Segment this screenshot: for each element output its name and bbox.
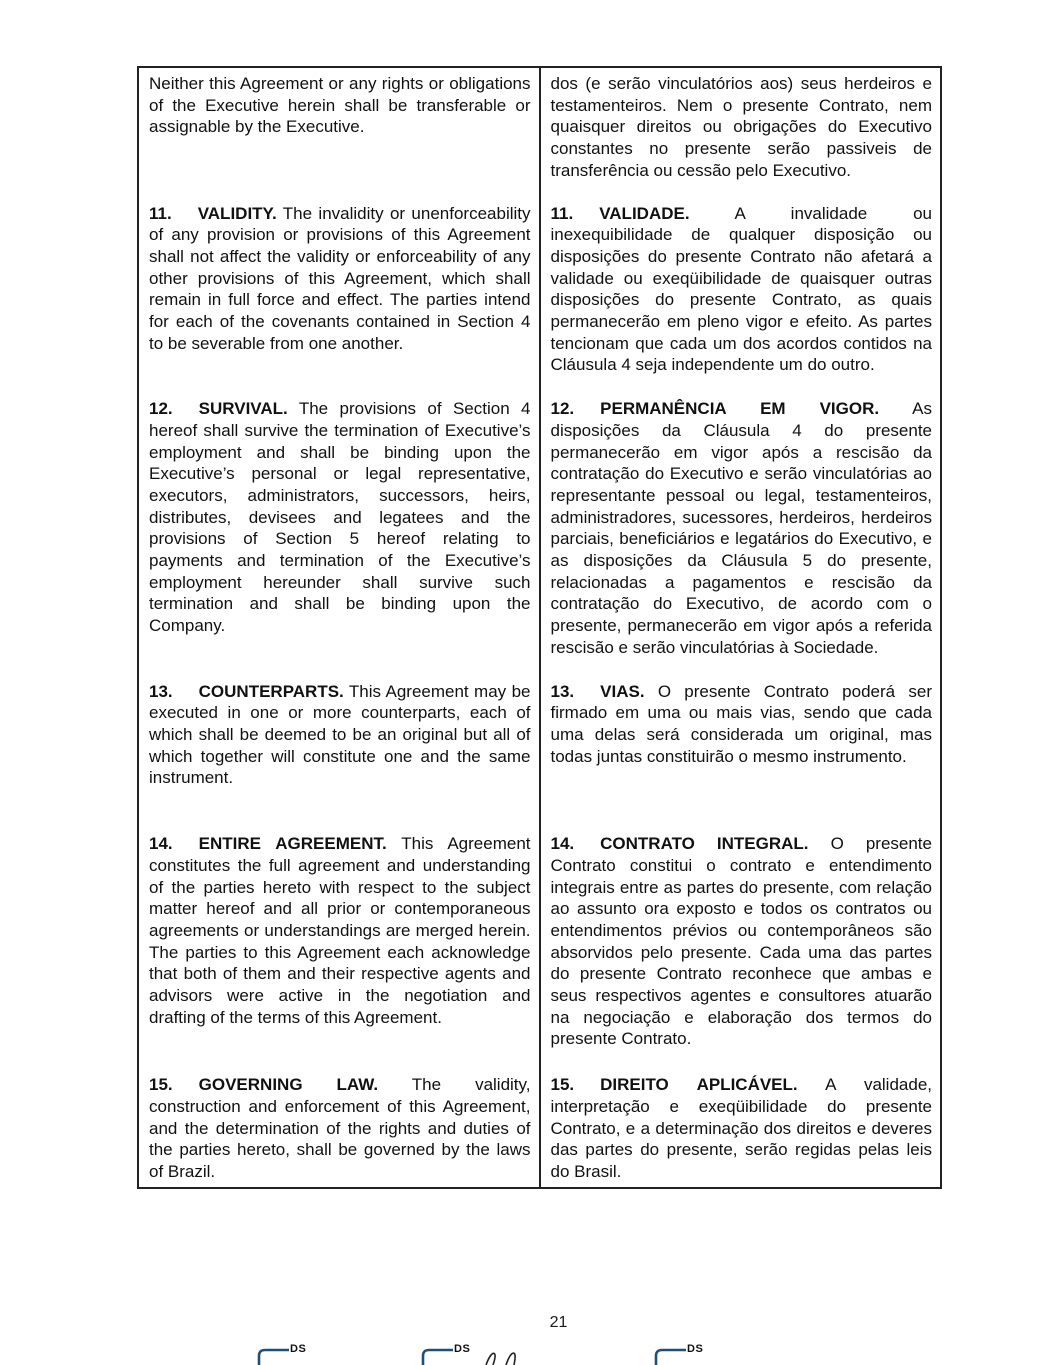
cell-pt [540, 1074, 942, 1188]
table-row [138, 681, 941, 834]
section-body: Neither this Agreement or any rights or obligations of the Executive herein shall be transferable or assignable by the Executive. [149, 74, 531, 137]
section-body: This Agreement may be executed in one or more counterparts, each of which shall be deemed to be an original but all of which together will constitute one and the same instrument. [149, 681, 531, 788]
cell-en [138, 398, 540, 680]
initials-signature [480, 1349, 536, 1365]
section-number: 12. [149, 399, 173, 419]
section-number: 12. [550, 399, 575, 419]
cell-pt [540, 398, 942, 680]
docusign-initial-stamp [421, 1343, 483, 1365]
section-title: DIREITO APLICÁVEL. [600, 1075, 798, 1095]
section-body: A invalidade ou inexequibilidade de qualquer disposição ou disposições do presente Contrato não afetará a validade ou exeqüibilidade de quaisquer outras disposições do presente Contrato, as quais permanecerão em pleno vigor e efeito. As partes tencionam que cada um dos acordos contidos na Cláusula 4 seja independente um do outro. [550, 203, 932, 375]
cell-en [138, 681, 540, 834]
table-row [138, 833, 941, 1074]
section-title: GOVERNING LAW. [198, 1075, 379, 1095]
section-title: PERMANÊNCIA EM VIGOR. [600, 399, 880, 419]
section-title: VALIDADE. [599, 203, 690, 223]
section-title: ENTIRE AGREEMENT. [198, 834, 387, 854]
cell-en [138, 1074, 540, 1188]
cell-pt [540, 833, 942, 1074]
section-number: 15. [550, 1075, 575, 1095]
section-body: O presente Contrato constitui o contrato e entendimento integrais entre as partes do presente, com relação ao assunto ora exposto e todos os contratos ou entendimentos prévios ou contemporâneos são absorvidos pelo presente. Cada uma das partes do presente Contrato reconhece que ambas e seus respectivos agentes e consultores atuarão na negociação e elaboração dos termos do presente Contrato. [550, 834, 932, 1049]
docusign-initial-stamp [654, 1343, 716, 1365]
section-number: 15. [149, 1075, 173, 1095]
section-number: 13. [550, 681, 575, 701]
section-title: VALIDITY. [197, 203, 277, 223]
table-row [138, 203, 941, 399]
section-number: 14. [149, 834, 173, 854]
section-title: COUNTERPARTS. [198, 681, 344, 701]
section-body: O presente Contrato poderá ser firmado em uma ou mais vias, sendo que cada uma delas será considerada um original, mas todas juntas constituirão o mesmo instrumento. [550, 681, 932, 766]
ds-label: DS [687, 1343, 704, 1355]
section-body: dos (e serão vinculatórios aos) seus herdeiros e testamenteiros. Nem o presente Contrato, nem quaisquer direitos ou obrigações do Executivo constantes no presente serão passiveis de transferência ou cessão pelo Executivo. [550, 74, 932, 180]
cell-en [138, 67, 540, 203]
section-number: 11. [550, 203, 574, 223]
section-body: This Agreement constitutes the full agreement and understanding of the parties hereto with respect to the subject matter hereof and all prior or contemporaneous agreements or understandings are merged herein. The parties to this Agreement each acknowledge that both of them and their respective agents and advisors were active in the negotiation and drafting of the terms of this Agreement. [149, 834, 531, 1027]
section-body: The validity, construction and enforcement of this Agreement, and the determination of the rights and duties of the parties hereto, shall be governed by the laws of Brazil. [149, 1075, 531, 1181]
section-body: The invalidity or unenforceability of any provision or provisions of this Agreement shall not affect the validity or enforceability of any other provisions of this Agreement, which shall remain in full force and effect. The parties intend for each of the covenants contained in Section 4 to be severable from one another. [149, 203, 531, 353]
cell-en [138, 833, 540, 1074]
ds-label: DS [454, 1343, 471, 1355]
page-number: 21 [549, 1314, 568, 1331]
section-number: 14. [550, 834, 575, 854]
section-number: 11. [149, 203, 172, 223]
section-body: As disposições da Cláusula 4 do presente permanecerão em vigor após a rescisão da contratação do Executivo e serão vinculatórias ao representante pessoal ou legal, testamenteiros, administradores, sucessores, herdeiros, herdeiros parciais, beneficiários e legatários do Executivo, e as disposições da Cláusula 5 do presente, relacionadas a pagamentos e rescisão da contratação do Executivo, de acordo com o presente, permanecerão em vigor após a referida rescisão e serão vinculatórias à Sociedade. [550, 399, 932, 657]
cell-pt [540, 67, 942, 203]
table-row [138, 398, 941, 680]
section-body: The provisions of Section 4 hereof shall survive the termination of Executive’s employment and shall be binding upon the Executive’s personal or legal representative, executors, administrators, successors, heirs, distributes, devisees and legatees and the provisions of Section 5 hereof relating to payments and termination of the Executive’s employment hereunder shall survive such termination and shall be binding upon the Company. [149, 399, 531, 636]
cell-pt [540, 203, 942, 399]
contract-table [137, 66, 942, 1189]
docusign-initial-stamp [257, 1343, 319, 1365]
ds-label: DS [290, 1343, 307, 1355]
section-number: 13. [149, 681, 173, 701]
cell-en [138, 203, 540, 399]
table-row [138, 67, 941, 203]
section-title: CONTRATO INTEGRAL. [600, 834, 809, 854]
table-row [138, 1074, 941, 1188]
section-title: SURVIVAL. [198, 399, 288, 419]
cell-pt [540, 681, 942, 834]
section-body: A validade, interpretação e exeqüibilidade do presente Contrato, e a determinação dos direitos e deveres das partes do presente, serão regidas pelas leis do Brasil. [550, 1075, 932, 1181]
section-title: VIAS. [600, 681, 645, 701]
